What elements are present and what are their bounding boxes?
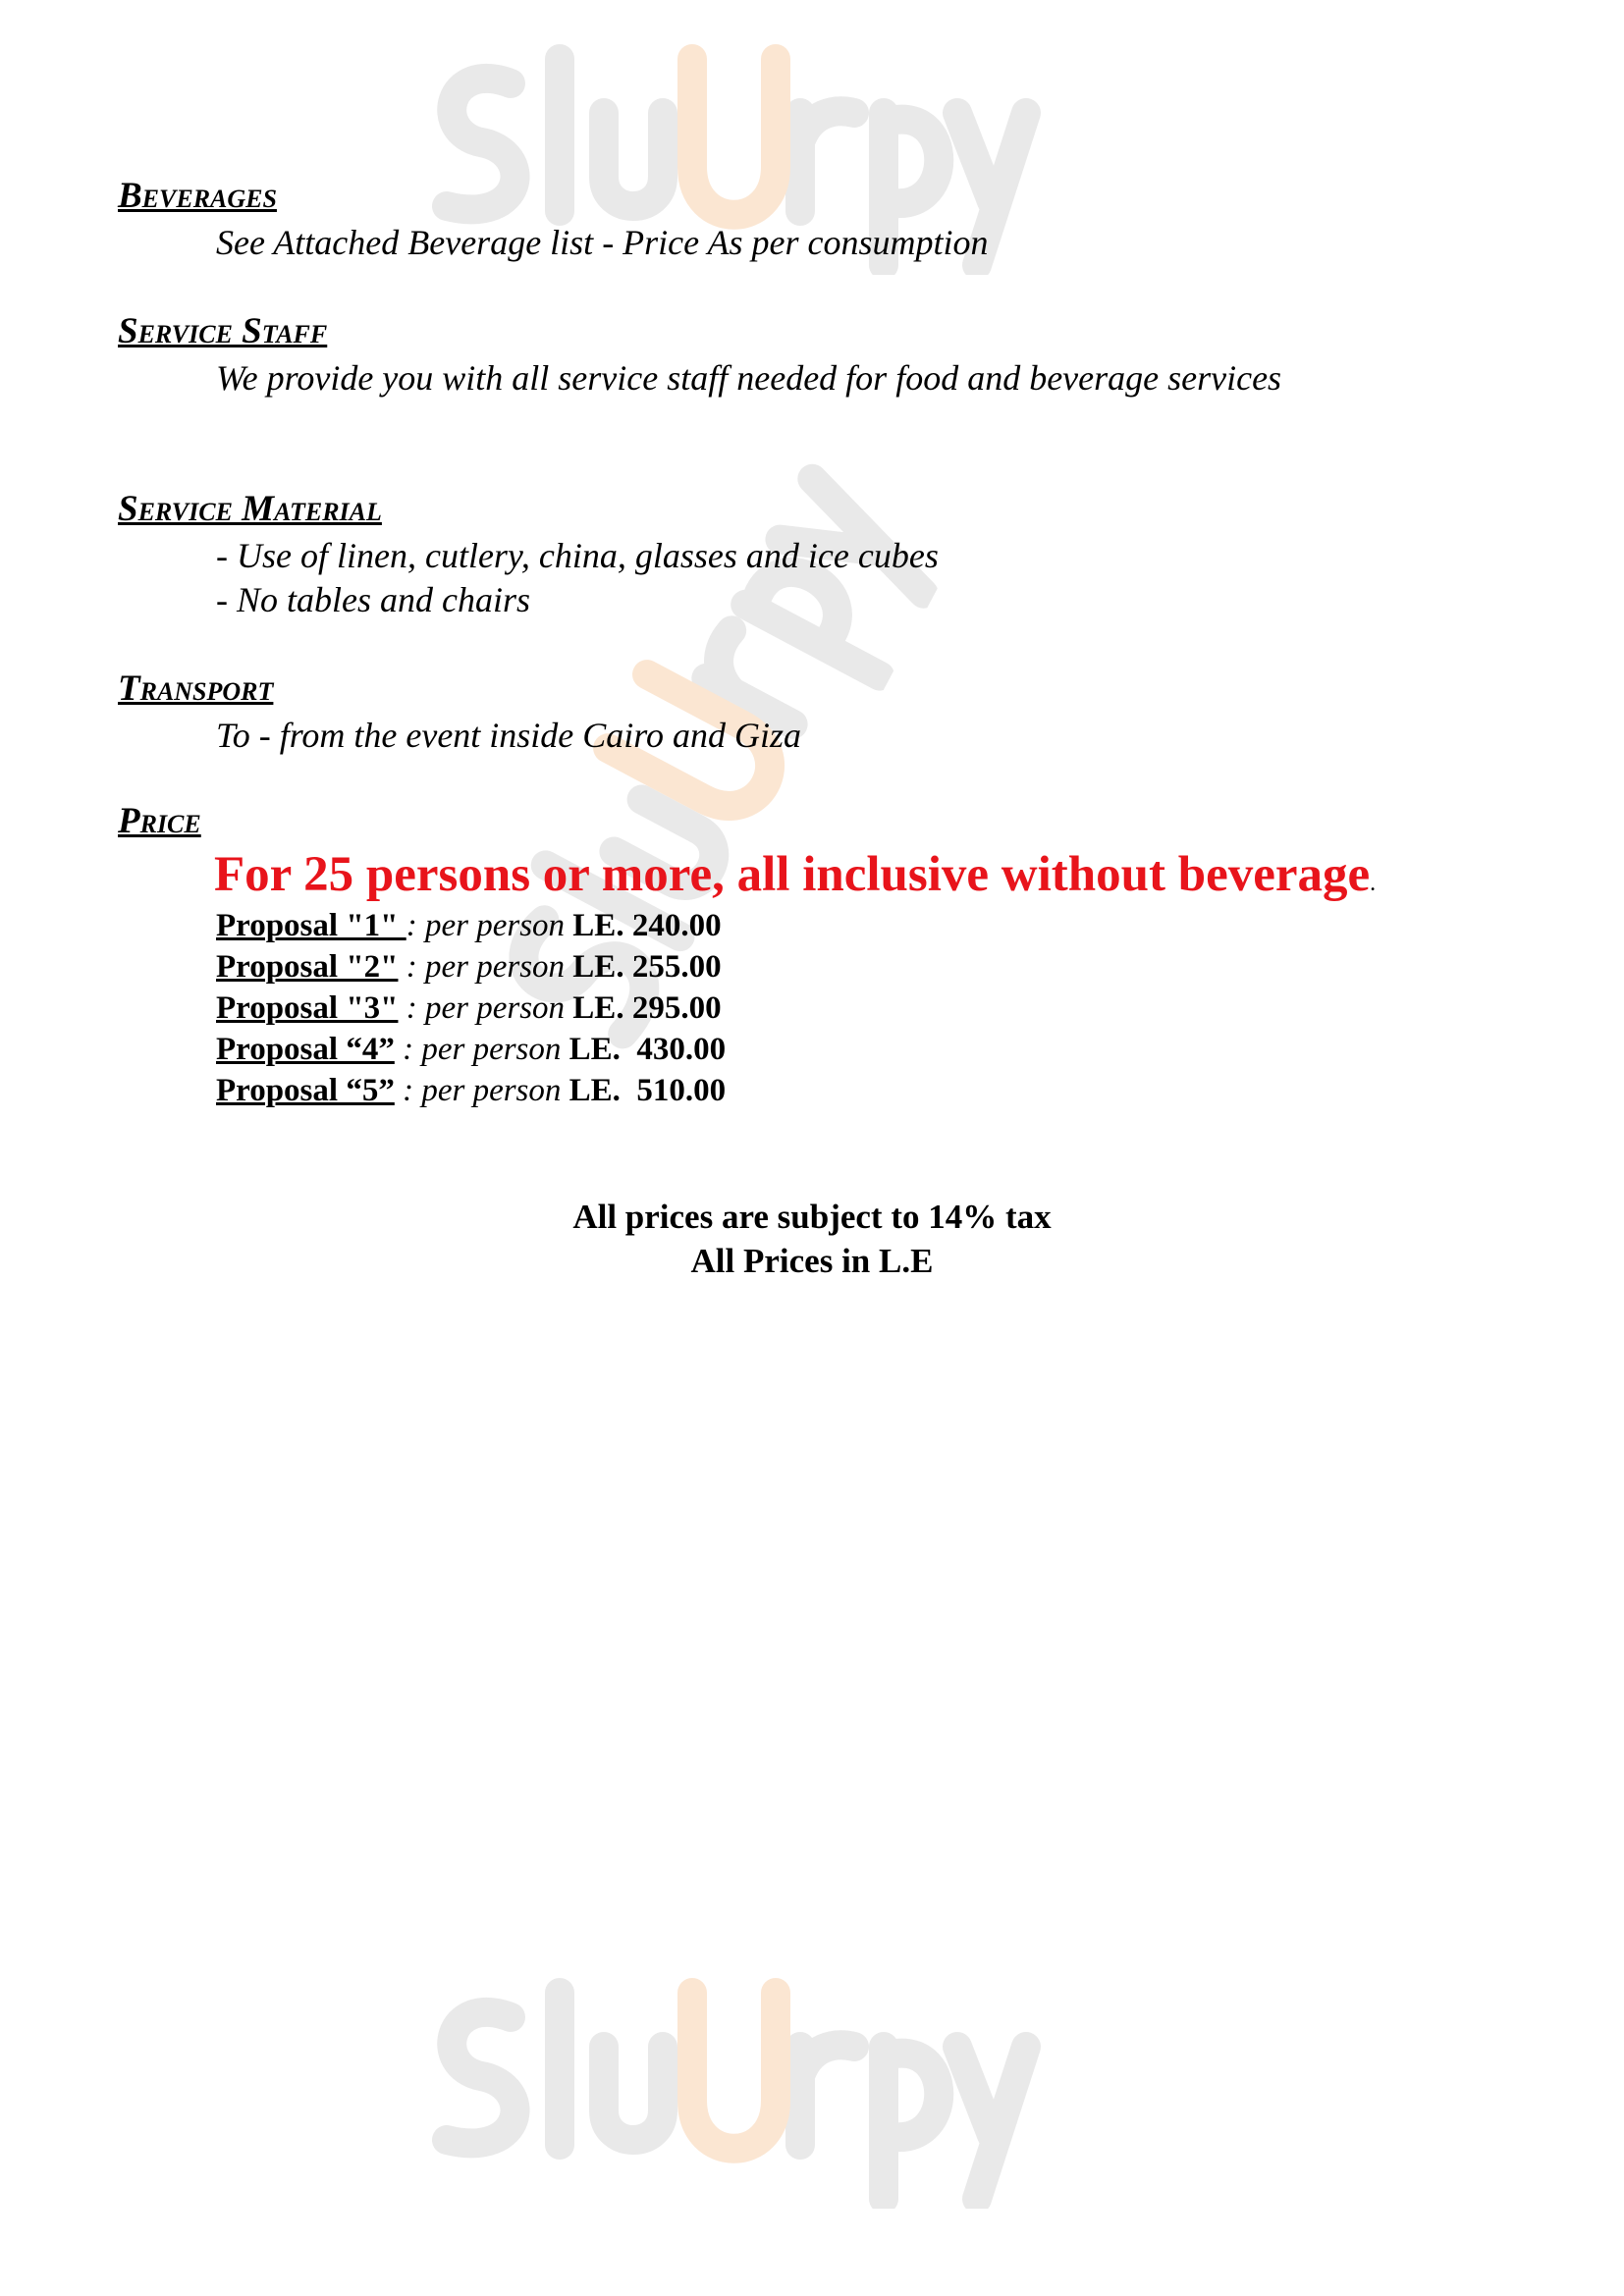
- beverages-text: See Attached Beverage list - Price As per consumption: [216, 223, 989, 262]
- proposal-row: [216, 1073, 726, 1109]
- proposal-price: LE. 255.00: [565, 949, 722, 985]
- proposal-price: LE. 430.00: [561, 1032, 727, 1067]
- service-material-line: - No tables and chairs: [216, 580, 530, 619]
- price-heading: Price: [118, 801, 201, 841]
- price-headline: [214, 846, 1376, 903]
- transport-text: To - from the event inside Cairo and Giza: [216, 716, 801, 755]
- price-headline-text: For 25 persons or more, all inclusive without beverage: [214, 847, 1371, 902]
- tax-note: All prices are subject to 14% tax: [572, 1198, 1052, 1236]
- service-material-heading: Service Material: [118, 489, 382, 529]
- proposal-name: Proposal “5”: [216, 1073, 395, 1108]
- proposal-unit: per person: [421, 1073, 562, 1108]
- separator: :: [398, 949, 425, 985]
- proposal-unit: per person: [424, 949, 566, 985]
- proposal-row: [216, 908, 722, 944]
- currency-note: All Prices in L.E: [690, 1242, 934, 1280]
- service-material-line: - Use of linen, cutlery, china, glasses and ice cubes: [216, 536, 939, 575]
- separator: :: [406, 908, 425, 943]
- service-staff-heading: Service Staff: [118, 311, 328, 351]
- proposal-name: Proposal "2": [216, 949, 399, 985]
- proposal-unit: per person: [424, 990, 566, 1026]
- proposal-unit: per person: [424, 908, 566, 943]
- separator: :: [394, 1032, 422, 1067]
- separator: :: [394, 1073, 422, 1108]
- proposal-price: LE. 295.00: [565, 990, 722, 1026]
- transport-heading: Transport: [118, 668, 274, 709]
- proposal-row: [216, 949, 722, 986]
- proposal-name: Proposal “4”: [216, 1032, 395, 1067]
- proposal-name: Proposal "1": [216, 908, 406, 943]
- proposal-name: Proposal "3": [216, 990, 399, 1026]
- price-headline-period: .: [1370, 871, 1377, 896]
- proposal-price: LE. 240.00: [565, 908, 722, 943]
- separator: :: [398, 990, 425, 1026]
- beverages-heading: Beverages: [118, 176, 277, 216]
- service-staff-text: We provide you with all service staff needed for food and beverage services: [216, 358, 1282, 398]
- proposal-row: [216, 990, 722, 1027]
- slurpy-watermark-logo: [417, 1973, 1046, 2209]
- proposal-price: LE. 510.00: [561, 1073, 727, 1108]
- proposal-unit: per person: [421, 1032, 562, 1067]
- proposal-row: [216, 1032, 726, 1068]
